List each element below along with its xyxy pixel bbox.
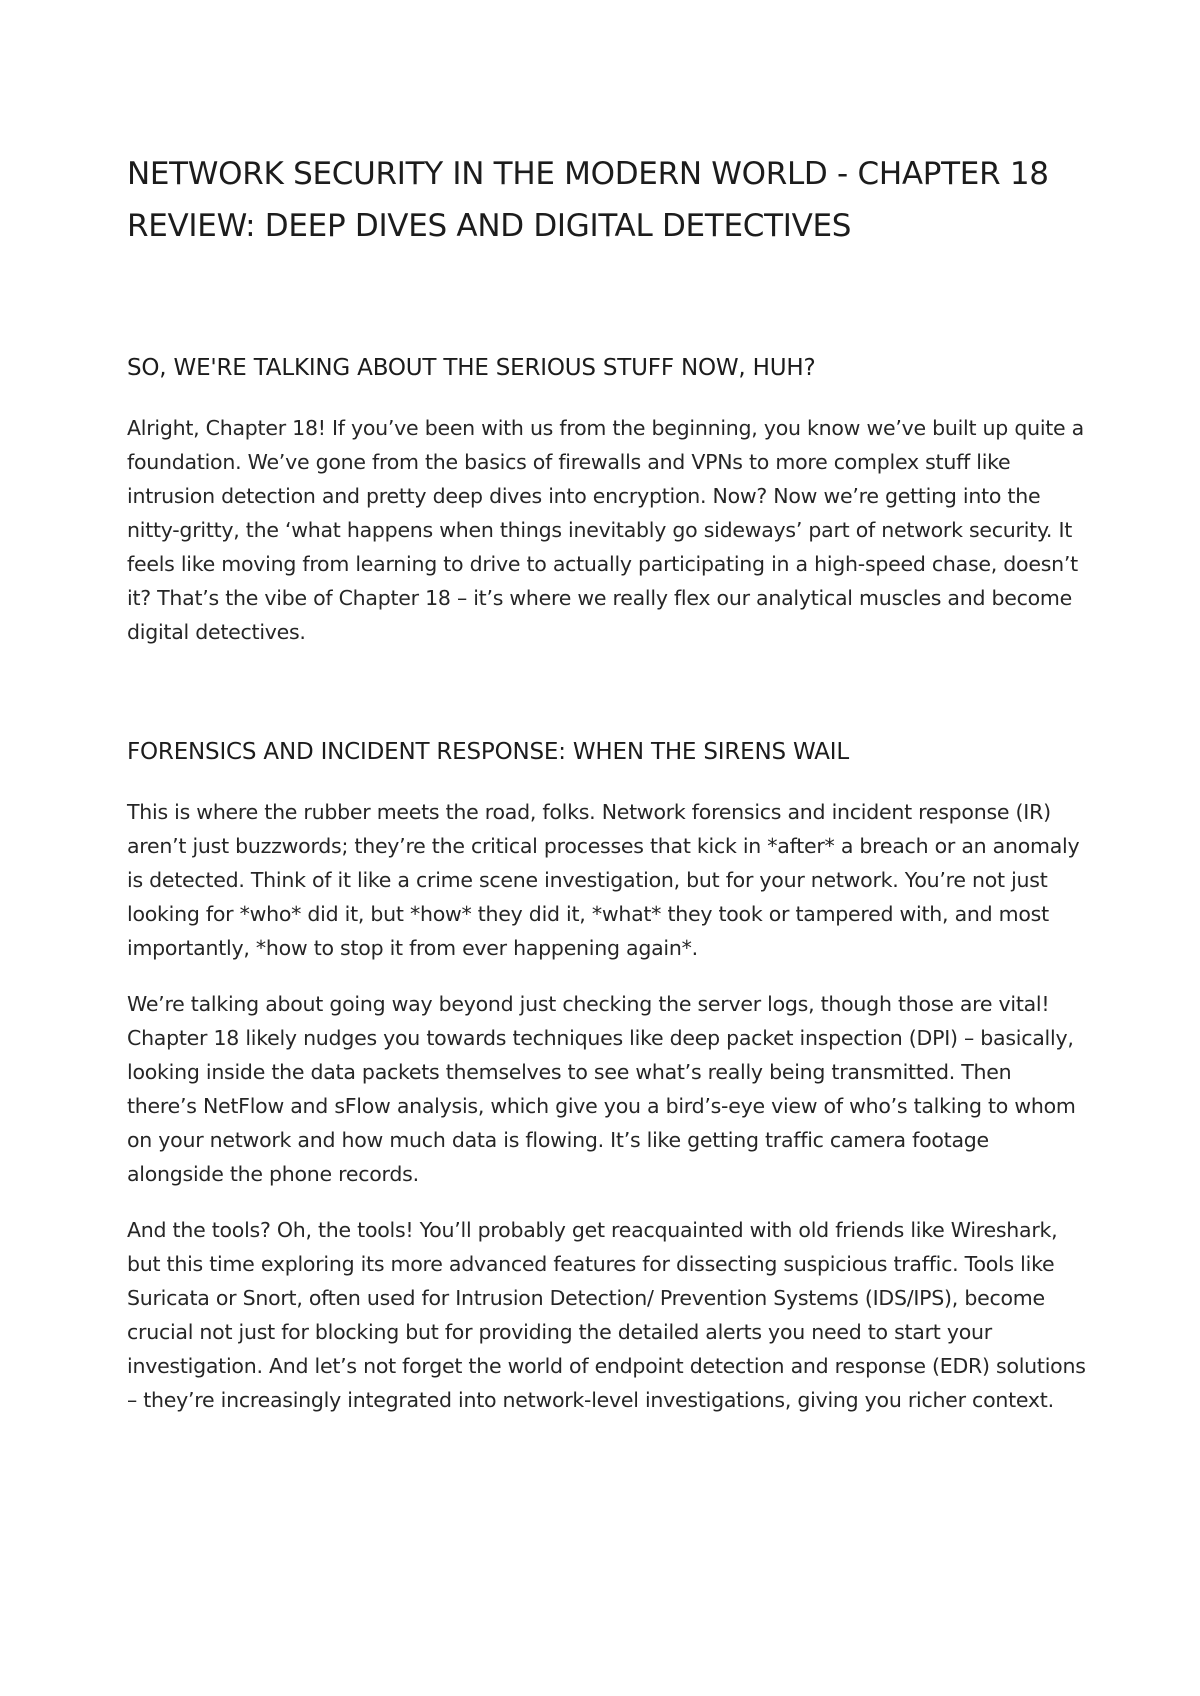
paragraph: We’re talking about going way beyond just checking the server logs, though those are vital! Chapter 18 likely nudges you towards techniques like deep packet inspection (DPI) – basically, looking inside the data packets themselves to see what’s really being transmitted. Then there’s NetFlow and sFlow analysis, which give you a bird’s-eye view of who’s talking to whom on your network and how much data is flowing. It’s like getting traffic camera footage alongside the phone records. bbox=[127, 992, 1076, 1186]
document-title: NETWORK SECURITY IN THE MODERN WORLD - CHAPTER 18 REVIEW: DEEP DIVES AND DIGITAL DETECTIVES bbox=[127, 156, 1049, 244]
paragraph: This is where the rubber meets the road, folks. Network forensics and incident response (IR) aren’t just buzzwords; they’re the critical processes that kick in *after* a breach or an anomaly is detected. Think of it like a crime scene investigation, but for your network. You’re not just looking for *who* did it, but *how* they did it, *what* they took or tampered with, and most importantly, *how to stop it from ever happening again*. bbox=[127, 800, 1080, 960]
document-page bbox=[127, 148, 1087, 1417]
section-serious-stuff bbox=[127, 351, 1087, 649]
section-heading: SO, WE'RE TALKING ABOUT THE SERIOUS STUFF NOW, HUH? bbox=[127, 355, 816, 381]
paragraph: Alright, Chapter 18! If you’ve been with us from the beginning, you know we’ve built up quite a foundation. We’ve gone from the basics of firewalls and VPNs to more complex stuff like intrusion detection and pretty deep dives into encryption. Now? Now we’re getting into the nitty-gritty, the ‘what happens when things inevitably go sideways’ part of network security. It feels like moving from learning to drive to actually participating in a high-speed chase, doesn’t it? That’s the vibe of Chapter 18 – it’s where we really flex our analytical muscles and become digital detectives. bbox=[127, 416, 1084, 644]
paragraph: And the tools? Oh, the tools! You’ll probably get reacquainted with old friends like Wireshark, but this time exploring its more advanced features for dissecting suspicious traffic. Tools like Suricata or Snort, often used for Intrusion Detection/ Prevention Systems (IDS/IPS), become crucial not just for blocking but for providing the detailed alerts you need to start your investigation. And let’s not forget the world of endpoint detection and response (EDR) solutions – they’re increasingly integrated into network-level investigations, giving you richer context. bbox=[127, 1218, 1086, 1412]
section-forensics bbox=[127, 735, 1087, 1417]
section-heading: FORENSICS AND INCIDENT RESPONSE: WHEN THE SIRENS WAIL bbox=[127, 739, 849, 765]
